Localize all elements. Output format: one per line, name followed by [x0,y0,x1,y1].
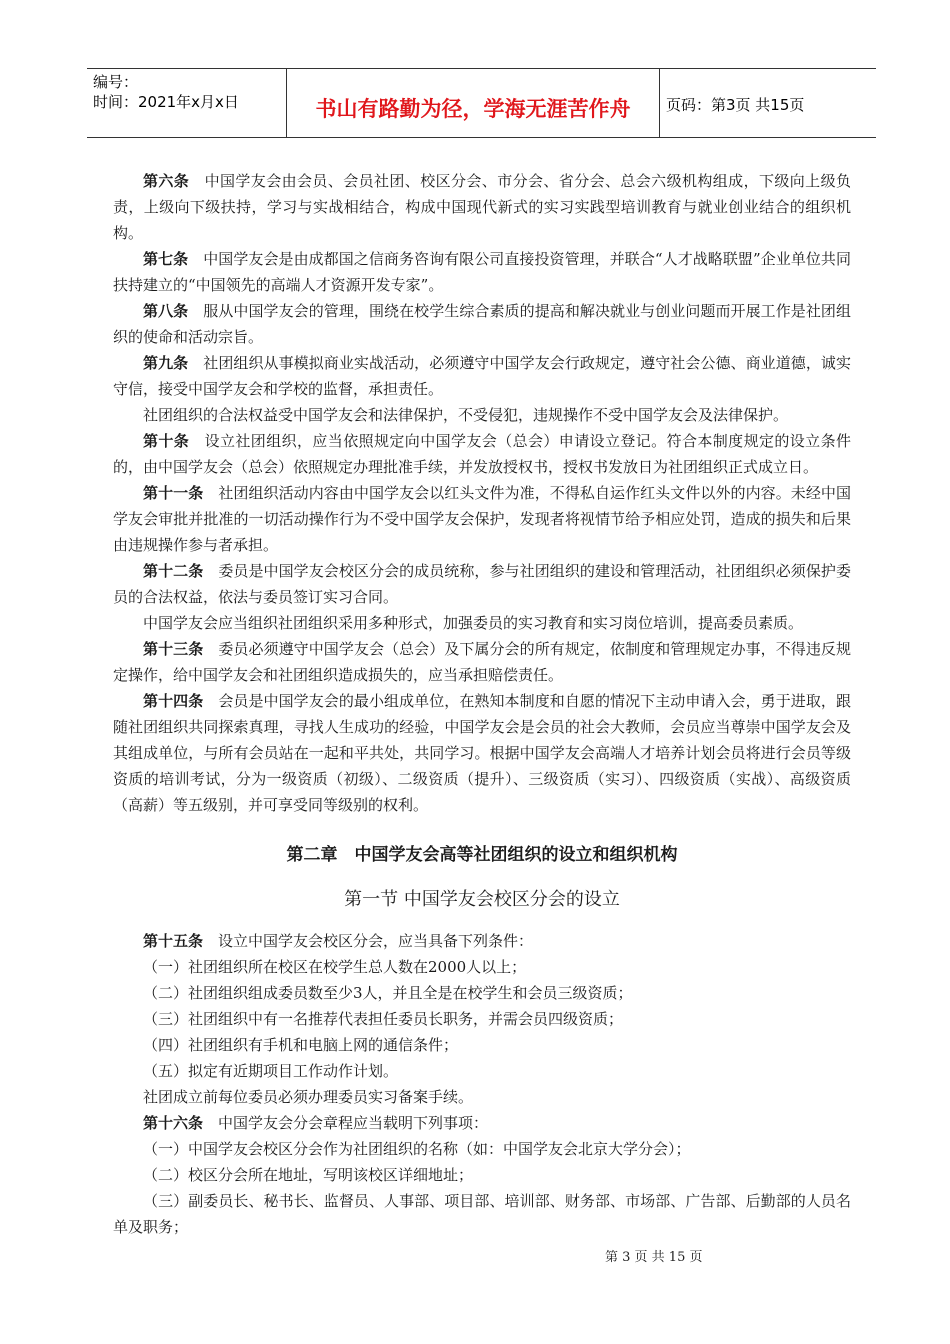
article-title: 第七条 [143,250,189,268]
article-title: 第八条 [143,302,189,320]
article-text: 会员是中国学友会的最小组成单位，在熟知本制度和自愿的情况下主动申请入会，勇于进取，跟随社团组织共同探索真理，寻找人生成功的经验，中国学友会是会员的社会大教师，会员应当尊崇中国学友会及其组成单位，与所有会员站在一起和平共处，共同学习。根据中国学友会高端人才培养计划会员将进行会员等级资质的培训考试，分为一级资质（初级）、二级资质（提升）、三级资质（实习）、四级资质（实战）、高级资质（高薪）等五级别，并可享受同等级别的权利。 [113,692,851,814]
article-text: 社团组织的合法权益受中国学友会和法律保护，不受侵犯，违规操作不受中国学友会及法律保护。 [143,406,789,424]
document-time-label: 时间：2021年x月x日 [93,93,239,111]
article-text: 服从中国学友会的管理，围绕在校学生综合素质的提高和解决就业与创业问题而开展工作是社团组织的使命和活动宗旨。 [113,302,851,346]
article-paragraph [113,610,851,636]
header-page-number: 页码：第3页 共15页 [666,96,805,114]
article-text: 设立社团组织，应当依照规定向中国学友会（总会）申请设立登记。符合本制度规定的设立条件的，由中国学友会（总会）依照规定办理批准手续，并发放授权书，授权书发放日为社团组织正式成立日。 [113,432,851,476]
list-item: （五）拟定有近期项目工作动作计划。 [143,1062,399,1080]
article-title: 第十二条 [143,562,204,580]
header-motto: 书山有路勤为径，学海无涯苦作舟 [315,97,631,121]
article-title: 第十条 [143,432,190,450]
article-text: 委员是中国学友会校区分会的成员统称，参与社团组织的建设和管理活动，社团组织必须保护委员的合法权益，依法与委员签订实习合同。 [113,562,851,606]
section-heading: 第一节 中国学友会校区分会的设立 [344,889,620,910]
list-item: （二）社团组织组成委员数至少3人，并且全是在校学生和会员三级资质； [143,984,633,1002]
article-paragraph [113,480,851,558]
article-title: 第十六条 [143,1114,204,1132]
chapter-heading: 第二章 中国学友会高等社团组织的设立和组织机构 [286,845,678,865]
article-paragraph [113,246,851,298]
list-item: （四）社团组织有手机和电脑上网的通信条件； [143,1036,459,1054]
article-paragraph [113,298,851,350]
article-text: 设立中国学友会校区分会，应当具备下列条件： [203,932,534,950]
article-paragraph [113,928,851,954]
header-info-cell [87,69,287,137]
header-motto-cell [287,69,660,137]
article-text: 中国学友会分会章程应当载明下列事项： [203,1114,489,1132]
article-paragraph [113,1110,851,1136]
page-footer: 第 3 页 共 15 页 [605,1250,703,1265]
list-item: （二）校区分会所在地址，写明该校区详细地址； [143,1166,474,1184]
article-paragraph [113,558,851,610]
article-text: 中国学友会应当组织社团组织采用多种形式，加强委员的实习教育和实习岗位培训，提高委员素质。 [143,614,804,632]
article-title: 第六条 [143,172,190,190]
article-paragraph [113,636,851,688]
list-item: （一）社团组织所在校区在校学生总人数在2000人以上； [143,958,527,976]
document-body [113,168,851,1240]
list-item: （三）社团组织中有一名推荐代表担任委员长职务，并需会员四级资质； [143,1010,624,1028]
list-item: （三）副委员长、秘书长、监督员、人事部、项目部、培训部、财务部、市场部、广告部、后勤部的人员名单及职务； [113,1192,851,1236]
article-title: 第十一条 [143,484,204,502]
article-title: 第十五条 [143,932,204,950]
document-number-label: 编号： [93,73,139,91]
article-paragraph [113,350,851,402]
header-page-cell [660,69,876,137]
article-text: 中国学友会是由成都国之信商务咨询有限公司直接投资管理，并联合“人才战略联盟”企业单位共同扶持建立的“中国领先的高端人才资源开发专家”。 [113,250,851,294]
article-text: 社团组织从事模拟商业实战活动，必须遵守中国学友会行政规定，遵守社会公德、商业道德，诚实守信，接受中国学友会和学校的监督，承担责任。 [113,354,851,398]
article-title: 第九条 [143,354,189,372]
article-paragraph [113,428,851,480]
article-paragraph [113,402,851,428]
article-title: 第十四条 [143,692,204,710]
list-item: （一）中国学友会校区分会作为社团组织的名称（如：中国学友会北京大学分会）； [143,1140,691,1158]
article-paragraph [113,688,851,818]
article-text: 委员必须遵守中国学友会（总会）及下属分会的所有规定，依制度和管理规定办事，不得违反规定操作，给中国学友会和社团组织造成损失的，应当承担赔偿责任。 [113,640,851,684]
article-title: 第十三条 [143,640,204,658]
article-note: 社团成立前每位委员必须办理委员实习备案手续。 [143,1088,474,1106]
article-paragraph [113,168,851,246]
page-header [87,68,876,138]
article-text: 中国学友会由会员、会员社团、校区分会、市分会、省分会、总会六级机构组成，下级向上级负责，上级向下级扶持，学习与实战相结合，构成中国现代新式的实习实践型培训教育与就业创业结合的组织机构。 [113,172,851,242]
article-text: 社团组织活动内容由中国学友会以红头文件为准，不得私自运作红头文件以外的内容。未经中国学友会审批并批准的一切活动操作行为不受中国学友会保护，发现者将视情节给予相应处罚，造成的损失和后果由违规操作参与者承担。 [113,484,851,554]
